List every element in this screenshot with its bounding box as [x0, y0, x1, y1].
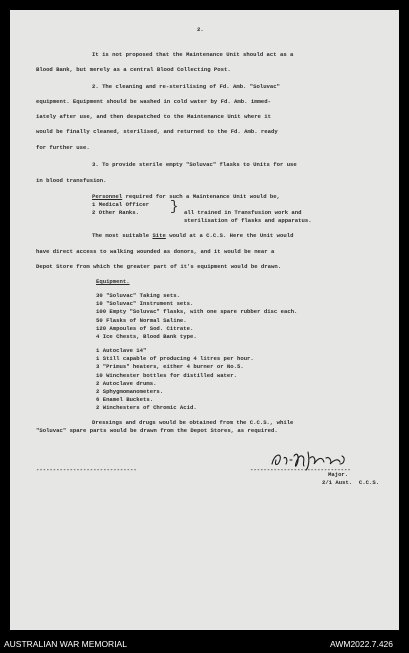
personnel-intro-text: required for such a Maintenance Unit would be, — [122, 193, 280, 200]
equipment-item: 30 "Soluvac" Taking sets. — [96, 292, 180, 299]
signatory-rank: Major. — [328, 471, 349, 478]
equipment-item: 3 "Primus" heaters, either 4 burner or No.5. — [96, 363, 244, 371]
site-text: have direct access to walking wounded as donors, and it would be near a — [36, 248, 275, 255]
equipment-item: 2 Autoclave drums. — [96, 379, 157, 387]
site-text: would at a C.C.S. Here the Unit would — [165, 232, 294, 239]
personnel-item: 2 Other Ranks. — [92, 209, 139, 216]
paragraph-line: in blood transfusion. — [36, 177, 107, 184]
equipment-item: 2 Winchesters of Chromic Acid. — [96, 404, 197, 412]
closing-line: Dressings and drugs would be obtained from the C.C.S., while — [92, 419, 294, 426]
archive-footer — [0, 638, 409, 653]
site-paragraph-line — [36, 248, 274, 256]
site-text: Depot Store from which the greater part of it's equipment would be drawn. — [36, 263, 282, 270]
paragraph-line: 2. The cleaning and re-sterilising of Fd. Amb. "Soluvac" — [92, 83, 280, 90]
personnel-note: sterilisation of flasks and apparatus. — [184, 217, 312, 224]
brace-icon: } — [170, 199, 179, 215]
equipment-item: 50 Flasks of Normal Saline. — [96, 316, 187, 324]
paragraph-line: iately after use, and then despatched to the Maintenance Unit where it — [36, 113, 271, 120]
signature-scribble-icon — [268, 446, 354, 472]
site-underlined: Site — [152, 232, 166, 239]
equipment-item: 10 "Soluvac" Instrument sets. — [96, 300, 194, 308]
site-paragraph-line — [92, 232, 293, 240]
document-paper — [10, 10, 399, 630]
equipment-item: 4 Ice Chests, Blood Bank type. — [96, 333, 197, 340]
equipment-item: 120 Ampoules of Sod. Citrate. — [96, 324, 194, 332]
equipment-item: 1 Still capable of producing 4 litres per hour. — [96, 355, 254, 363]
paragraph-line: equipment. Equipment should be washed in cold water by Fd. Amb. immed- — [36, 98, 271, 105]
footer-accession-number: AWM2022.7.426 — [330, 639, 393, 649]
site-text: The most suitable — [92, 232, 153, 239]
separator-dashes: ------------------------------ — [250, 466, 351, 473]
personnel-heading: Personnel — [92, 193, 123, 200]
equipment-heading: Equipment. — [96, 278, 130, 285]
site-paragraph-line — [36, 263, 281, 271]
paragraph-line: 3. To provide sterile empty "Soluvac" flasks to Units for use — [92, 161, 297, 168]
paragraph-line: for further use. — [36, 144, 90, 151]
signatory-unit: 2/1 Aust. C.C.S. — [322, 479, 380, 486]
equipment-item: 2 Sphygmomanometers. — [96, 388, 164, 395]
equipment-item: 100 Empty "Soluvac" flasks, with one spare rubber disc each. — [96, 308, 298, 316]
paragraph-line: It is not proposed that the Maintenance Unit should act as a — [92, 51, 294, 58]
paragraph-line: Blood Bank, but merely as a central Blood Collecting Post. — [36, 66, 231, 73]
document-page — [10, 10, 399, 630]
signature — [268, 446, 354, 472]
closing-line: "Soluvac" spare parts would be drawn from the Depot Stores, as required. — [36, 427, 278, 434]
footer-institution: AUSTRALIAN WAR MEMORIAL — [4, 639, 127, 649]
equipment-item: 1 Autoclave 14" — [96, 347, 147, 354]
page-number: 2. — [197, 26, 204, 33]
equipment-item: 6 Enamel Buckets. — [96, 396, 154, 404]
personnel-item: 1 Medical Officer — [92, 201, 150, 208]
separator-dashes: ------------------------------ — [36, 466, 137, 473]
paragraph-line: would be finally cleaned, sterilised, and returned to the Fd. Amb. ready — [36, 128, 278, 135]
equipment-item: 10 Winchester bottles for distilled water. — [96, 371, 237, 379]
personnel-note: all trained in Transfusion work and — [184, 209, 302, 216]
